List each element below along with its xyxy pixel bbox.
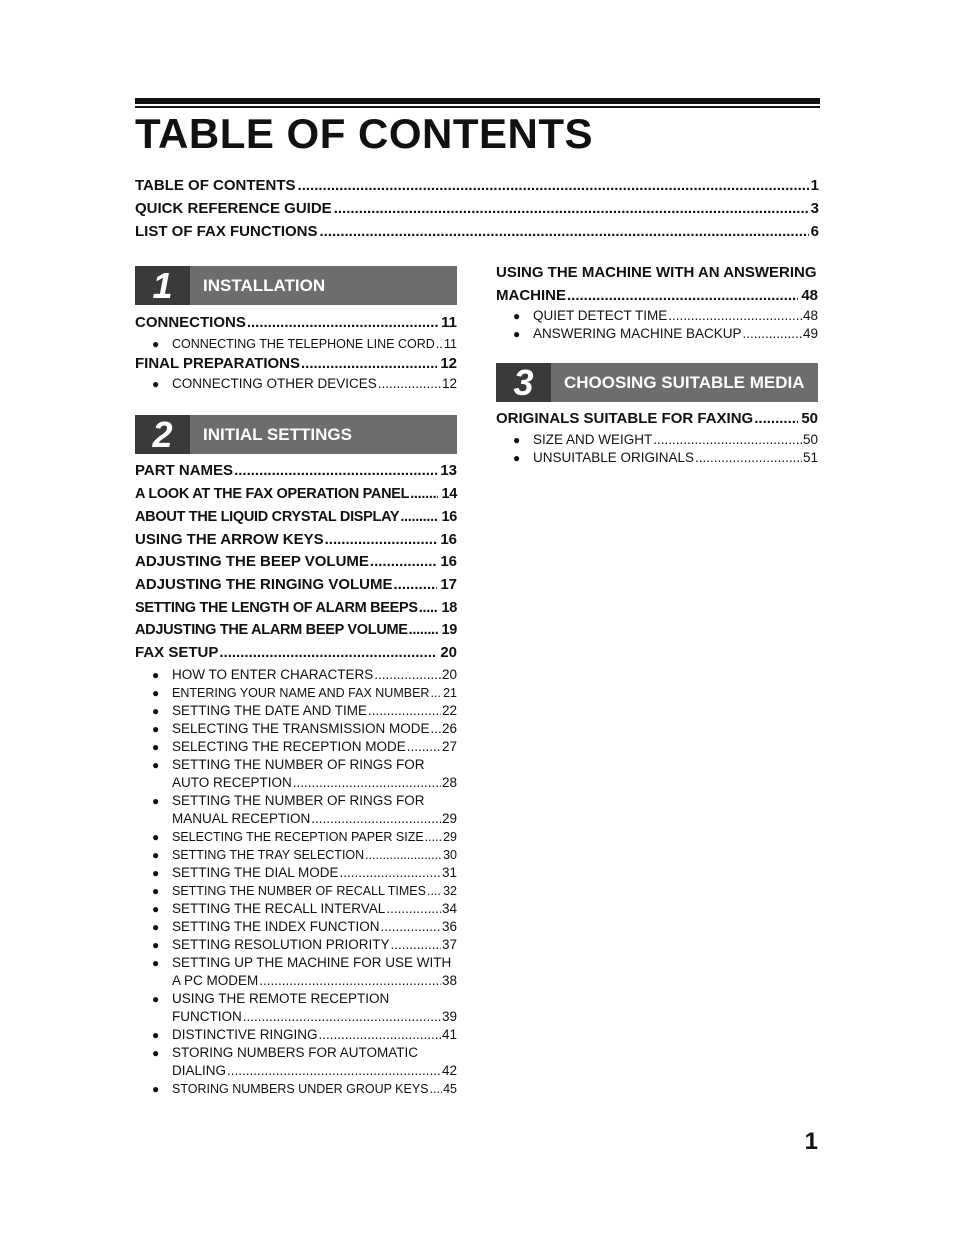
entry-page: 1 [810,177,819,194]
entry-label: FAX SETUP [135,644,219,662]
entry-label: DIALING [172,1062,227,1078]
entry-label: SETTING RESOLUTION PRIORITY [172,936,390,952]
entry-label: LIST OF FAX FUNCTIONS [135,223,318,240]
dot-leader [743,325,802,343]
entry-page: 34 [441,900,457,916]
chapter-1-header [135,266,457,305]
entry-page: 38 [441,972,457,988]
entry-label: FUNCTION [172,1008,242,1024]
dot-leader [374,666,441,684]
toc-subentry[interactable] [135,684,457,702]
toc-entry[interactable] [135,551,457,574]
toc-entry-line1[interactable] [496,262,818,285]
entry-label: MACHINE [496,286,566,304]
entry-page: 29 [443,829,457,844]
toc-subentry[interactable] [135,720,457,738]
chapter-3-header [496,363,818,402]
dot-leader [407,738,441,756]
toc-subentry[interactable] [135,882,457,900]
entry-page: 45 [443,1081,457,1096]
bullet-icon: ● [513,309,521,324]
toc-entry[interactable] [135,200,819,220]
entry-label: ABOUT THE LIQUID CRYSTAL DISPLAY [135,508,400,525]
entry-label: UNSUITABLE ORIGINALS [533,450,695,466]
bullet-icon: ● [513,451,521,466]
toc-entry[interactable] [135,642,457,665]
dot-leader [320,223,809,240]
dot-leader [431,720,441,738]
entry-page: 6 [810,223,819,240]
entry-label: CONNECTING THE TELEPHONE LINE CORD [172,336,435,351]
toc-subentry[interactable] [135,702,457,720]
entry-page: 28 [441,774,457,790]
entry-page: 11 [441,314,457,331]
entry-page: 19 [441,622,457,639]
entry-label: A LOOK AT THE FAX OPERATION PANEL [135,486,410,503]
entry-page: 31 [441,864,457,880]
dot-leader [427,882,442,900]
chapter-2-header [135,415,457,454]
entry-label: SIZE AND WEIGHT [533,432,653,448]
dot-leader [340,864,441,882]
entry-page: 26 [441,720,457,736]
entry-page: 42 [441,1062,457,1078]
entry-label: CONNECTIONS [135,314,246,331]
entry-page: 51 [802,450,818,466]
entry-page: 16 [440,553,457,571]
entry-label: SELECTING THE TRANSMISSION MODE [172,720,430,736]
entry-label-line1: SETTING UP THE MACHINE FOR USE WITH [172,954,452,970]
entry-label: ORIGINALS SUITABLE FOR FAXING [496,410,754,428]
entry-label: SELECTING THE RECEPTION MODE [172,738,406,754]
entry-label: ENTERING YOUR NAME AND FAX NUMBER [172,685,430,700]
entry-label-line1: SETTING THE NUMBER OF RINGS FOR [172,756,425,772]
dot-leader [319,1026,441,1044]
toc-subentry[interactable] [135,900,457,918]
bullet-icon: ● [152,667,160,682]
dot-leader [386,900,441,918]
entry-page: 11 [444,336,457,351]
dot-leader [409,619,439,642]
entry-page: 39 [441,1008,457,1024]
dot-leader [378,375,441,393]
bullet-icon: ● [513,433,521,448]
entry-label: MANUAL RECEPTION [172,810,311,826]
entry-page: 27 [441,738,457,754]
toc-entry[interactable] [135,353,457,376]
toc-subentry[interactable] [135,828,457,846]
dot-leader [293,774,441,792]
entry-page: 29 [441,810,457,826]
entry-label: ADJUSTING THE RINGING VOLUME [135,575,393,593]
toc-subentry[interactable] [135,990,457,1026]
toc-entry[interactable] [135,574,457,597]
bullet-icon: ● [513,327,521,342]
entry-page: 49 [802,326,818,342]
entry-label-line1: STORING NUMBERS FOR AUTOMATIC [172,1044,419,1060]
entry-label: TABLE OF CONTENTS [135,177,296,194]
bullet-icon: ● [152,991,160,1006]
toc-entry[interactable] [135,460,457,483]
toc-entry[interactable] [496,408,818,431]
entry-page: 17 [440,575,457,593]
entry-page: 14 [441,486,457,503]
bullet-icon: ● [152,703,160,718]
dot-leader [301,353,437,376]
toc-subentry[interactable] [135,1026,457,1044]
dot-leader [381,918,441,936]
page-title: TABLE OF CONTENTS [135,110,594,157]
toc-entry[interactable] [135,597,457,620]
bullet-icon: ● [152,901,160,916]
toc-subentry[interactable] [135,666,457,684]
dot-leader [247,312,438,335]
toc-subentry[interactable] [135,738,457,756]
toc-entry[interactable] [135,177,819,197]
entry-label: SETTING THE NUMBER OF RECALL TIMES [172,883,426,898]
page-number: 1 [804,1128,818,1155]
title-rule-thick [135,98,820,104]
bullet-icon: ● [152,919,160,934]
chapter-title: CHOOSING SUITABLE MEDIA [564,373,805,393]
title-rule-thin [135,106,820,108]
entry-label: FINAL PREPARATIONS [135,354,301,372]
bullet-icon: ● [152,721,160,736]
toc-subentry[interactable] [135,918,457,936]
bullet-icon: ● [152,937,160,952]
toc-subentry[interactable] [135,335,457,353]
bullet-icon: ● [152,336,160,351]
entry-page: 30 [443,847,457,862]
left-column [135,266,457,1098]
dot-leader [298,177,809,194]
toc-entry[interactable] [135,506,457,529]
bullet-icon: ● [152,955,160,970]
dot-leader [410,483,438,506]
dot-leader [436,335,443,353]
entry-label: SETTING THE TRAY SELECTION [172,847,365,862]
dot-leader [391,936,441,954]
chapter-title: INSTALLATION [203,276,326,295]
bullet-icon: ● [152,883,160,898]
bullet-icon: ● [152,377,160,392]
entry-page: 3 [810,200,819,217]
toc-subentry[interactable] [135,792,457,828]
dot-leader [368,702,441,720]
entry-page: 16 [441,508,457,525]
dot-leader [259,972,441,990]
toc-entry[interactable] [496,285,818,308]
bullet-icon: ● [152,739,160,754]
entry-page: 20 [440,644,457,662]
entry-label: CONNECTING OTHER DEVICES [172,376,377,392]
dot-leader [430,1080,443,1098]
entry-label: ADJUSTING THE BEEP VOLUME [135,553,369,571]
entry-label: ADJUSTING THE ALARM BEEP VOLUME [135,622,408,639]
dot-leader [567,285,798,308]
bullet-icon: ● [152,757,160,772]
toc-subentry[interactable] [135,846,457,864]
entry-label: SETTING THE LENGTH OF ALARM BEEPS [135,599,418,616]
dot-leader [400,506,438,529]
dot-leader [219,642,437,665]
entry-label-line1: USING THE REMOTE RECEPTION [172,990,390,1006]
toc-entry[interactable] [135,619,457,642]
entry-page: 41 [441,1026,457,1042]
dot-leader [334,200,809,217]
bullet-icon: ● [152,1027,160,1042]
toc-subentry[interactable] [496,325,818,343]
dot-leader [243,1008,441,1026]
entry-page: 21 [443,685,457,700]
entry-label: USING THE ARROW KEYS [135,530,324,548]
entry-label: ANSWERING MACHINE BACKUP [533,326,742,342]
dot-leader [668,307,802,325]
dot-leader [234,460,437,483]
dot-leader [695,449,802,467]
dot-leader [325,529,438,552]
bullet-icon: ● [152,865,160,880]
toc-subentry[interactable] [496,431,818,449]
bullet-icon: ● [152,685,160,700]
toc-subentry[interactable] [135,954,457,990]
entry-label: A PC MODEM [172,972,259,988]
bullet-icon: ● [152,1081,160,1096]
entry-label: SETTING THE INDEX FUNCTION [172,918,380,934]
entry-label: SETTING THE DIAL MODE [172,864,339,880]
bullet-icon: ● [152,1045,160,1060]
entry-page: 20 [441,666,457,682]
entry-label: SETTING THE RECALL INTERVAL [172,900,386,916]
entry-page: 13 [440,462,457,480]
dot-leader [430,684,442,702]
dot-leader [419,597,439,620]
entry-label: STORING NUMBERS UNDER GROUP KEYS [172,1081,429,1096]
entry-page: 18 [441,599,457,616]
toc-subentry[interactable] [135,1080,457,1098]
chapter-title: INITIAL SETTINGS [203,425,352,445]
dot-leader [365,846,442,864]
dot-leader [227,1062,441,1080]
entry-label: AUTO RECEPTION [172,774,292,790]
entry-page: 50 [802,432,818,448]
chapter-number: 3 [496,363,551,402]
toc-subentry[interactable] [496,449,818,467]
dot-leader [653,431,802,449]
dot-leader [370,551,437,574]
toc-subentry[interactable] [135,864,457,882]
dot-leader [394,574,438,597]
entry-page: 12 [441,376,457,392]
toc-subentry[interactable] [135,756,457,792]
toc-subentry[interactable] [135,936,457,954]
entry-label: QUICK REFERENCE GUIDE [135,200,332,217]
bullet-icon: ● [152,793,160,808]
entry-label: DISTINCTIVE RINGING [172,1026,318,1042]
dot-leader [311,810,441,828]
chapter-number: 2 [135,415,190,454]
entry-page: 50 [801,410,818,428]
toc-entry[interactable] [135,223,819,243]
entry-page: 22 [441,702,457,718]
entry-page: 16 [440,530,457,548]
toc-subentry[interactable] [135,1044,457,1080]
entry-label-line1: SETTING THE NUMBER OF RINGS FOR [172,792,425,808]
right-column [496,262,818,467]
entry-label: PART NAMES [135,462,234,480]
entry-page: 32 [443,883,457,898]
entry-page: 12 [440,354,457,372]
toc-entry[interactable] [135,529,457,552]
entry-label: SELECTING THE RECEPTION PAPER SIZE [172,829,424,844]
bullet-icon: ● [152,847,160,862]
entry-label: SETTING THE DATE AND TIME [172,702,368,718]
chapter-number: 1 [135,266,190,305]
entry-label: HOW TO ENTER CHARACTERS [172,666,374,682]
toc-subentry[interactable] [135,375,457,393]
dot-leader [425,828,442,846]
toc-entry[interactable] [135,483,457,506]
bullet-icon: ● [152,829,160,844]
entry-label: QUIET DETECT TIME [533,308,668,324]
entry-page: 36 [441,918,457,934]
toc-entry[interactable] [135,312,457,335]
toc-subentry[interactable] [496,307,818,325]
entry-label-line1: USING THE MACHINE WITH AN ANSWERING [496,264,817,281]
dot-leader [754,408,798,431]
entry-page: 37 [441,936,457,952]
entry-page: 48 [801,286,818,304]
entry-page: 48 [802,308,818,324]
